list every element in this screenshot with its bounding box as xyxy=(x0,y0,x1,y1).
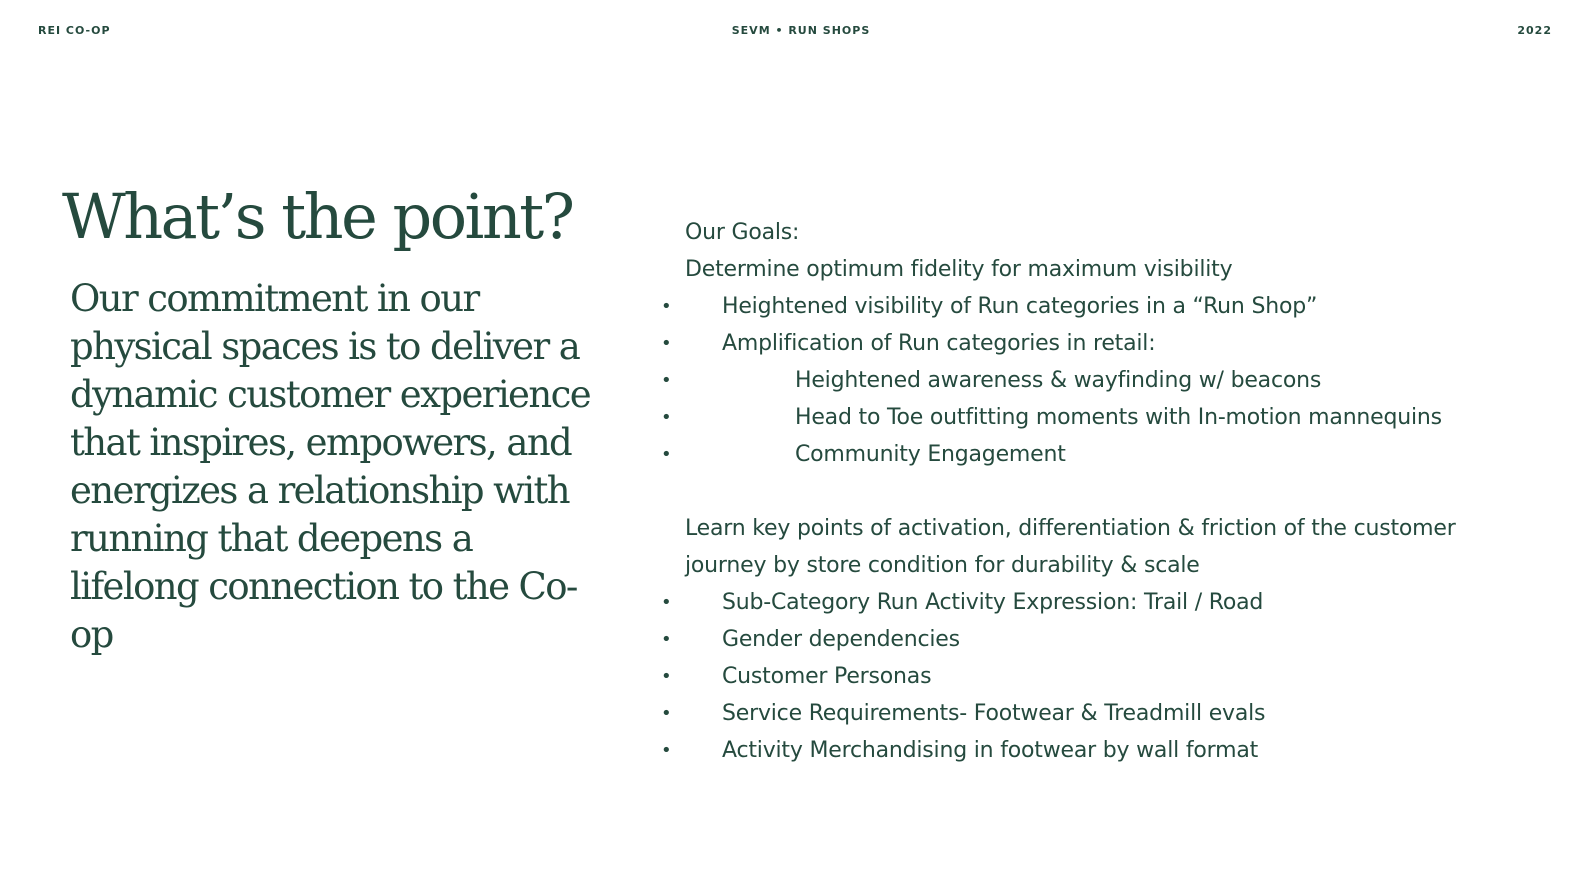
bullet-icon: • xyxy=(661,296,672,317)
list-item: • Activity Merchandising in footwear by wall format xyxy=(685,732,1565,769)
slide-header xyxy=(0,24,1592,40)
list-item: • Community Engagement xyxy=(685,436,1565,473)
goals-list xyxy=(661,288,1565,473)
section-label: SEVM • RUN SHOPS xyxy=(731,24,871,37)
learn-list xyxy=(661,584,1565,769)
bullet-icon: • xyxy=(661,370,672,391)
list-item: • Head to Toe outfitting moments with In-motion mannequins xyxy=(685,399,1565,436)
bullet-icon: • xyxy=(661,592,672,613)
slide-title: What’s the point? xyxy=(62,180,573,253)
brand-label: REI CO-OP xyxy=(38,24,111,37)
list-item: • Heightened visibility of Run categories in a “Run Shop” xyxy=(685,288,1565,325)
bullet-icon: • xyxy=(661,666,672,687)
learn-intro-line2: journey by store condition for durability & scale xyxy=(685,553,1200,578)
goals-intro: Determine optimum fidelity for maximum visibility xyxy=(685,257,1233,282)
goals-panel xyxy=(661,214,1565,769)
list-item: • Sub-Category Run Activity Expression: Trail / Road xyxy=(685,584,1565,621)
bullet-icon: • xyxy=(661,740,672,761)
bullet-icon: • xyxy=(661,333,672,354)
list-item: • Gender dependencies xyxy=(685,621,1565,658)
list-item: • Customer Personas xyxy=(685,658,1565,695)
bullet-icon: • xyxy=(661,407,672,428)
commitment-statement: Our commitment in our physical spaces is to deliver a dynamic customer experience that inspires, empowers, and energizes a relationship with running that deepens a lifelong connection to the Co-op xyxy=(70,277,591,656)
bullet-icon: • xyxy=(661,629,672,650)
year-label: 2022 xyxy=(1517,24,1552,37)
list-item: • Amplification of Run categories in retail: xyxy=(685,325,1565,362)
bullet-icon: • xyxy=(661,444,672,465)
spacer xyxy=(685,473,1565,510)
list-item: • Heightened awareness & wayfinding w/ beacons xyxy=(685,362,1565,399)
goals-heading: Our Goals: xyxy=(685,220,800,245)
bullet-icon: • xyxy=(661,703,672,724)
list-item: • Service Requirements- Footwear & Treadmill evals xyxy=(685,695,1565,732)
learn-intro-line1: Learn key points of activation, differentiation & friction of the customer xyxy=(685,516,1456,541)
